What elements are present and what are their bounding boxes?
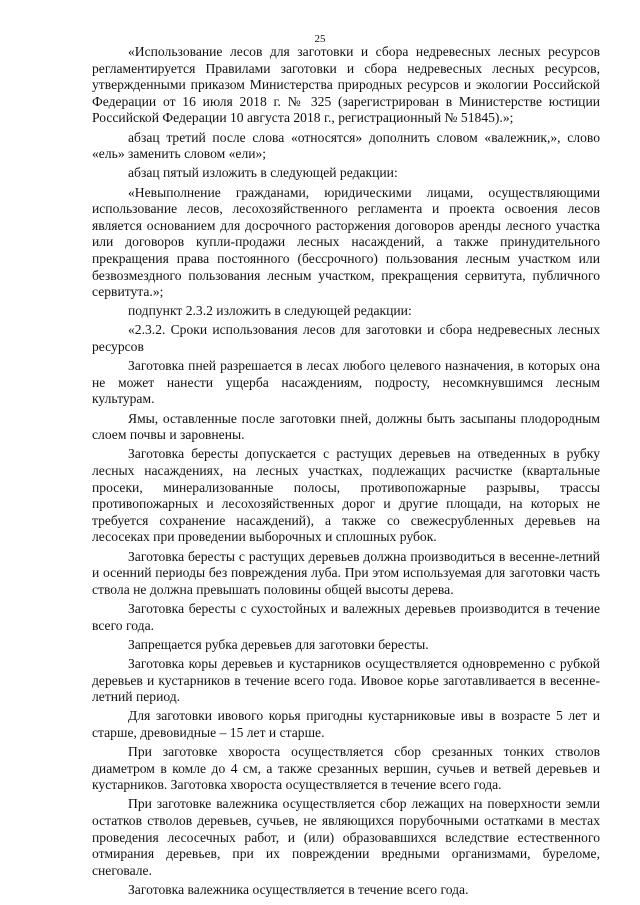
paragraph-13: Заготовка коры деревьев и кустарников осуществляется одновременно с рубкой деревьев и кустарников в течение всего года. Ивовое корье заготавливается в весенне-летний период. <box>92 655 600 705</box>
paragraph-7: Заготовка пней разрешается в лесах любого целевого назначения, в которых она не может нанести ущерба насаждениям, подросту, несомкнувшимся лесным культурам. <box>92 358 600 407</box>
paragraph-6: «2.3.2. Сроки использования лесов для заготовки и сбора недревесных лесных ресурсов <box>92 322 600 355</box>
paragraph-1: «Использование лесов для заготовки и сбора недревесных лесных ресурсов регламентируется Правилами заготовки и сбора недревесных лесных ресурсов, утвержденными приказом Министерства природных ресурсов и экологии Российской Федерации от 16 июля 2018 г. № 325 (зарегистрирован в Министерстве юстиции Российской Федерации 10 августа 2018 г., регистрационный № 51845).»; <box>92 44 600 126</box>
paragraph-17: Заготовка валежника осуществляется в течение всего года. <box>128 882 469 897</box>
paragraph-15: При заготовке хвороста осуществляется сбор срезанных тонких стволов диаметром в комле до 4 см, а также срезанных вершин, сучьев и ветвей деревьев и кустарников. Заготовка хвороста осуществляется в течение всего года. <box>92 744 600 793</box>
paragraph-11: Заготовка бересты с сухостойных и валежных деревьев производится в течение всего года. <box>92 600 600 633</box>
paragraph-9: Заготовка бересты допускается с растущих деревьев на отведенных в рубку лесных насаждениях, на лесных участках, подлежащих расчистке (квартальные просеки, минерализованные полосы, противопожарные разрывы, трассы противопожарных и лесохозяйственных дорог и другие площади, на которых не требуется сохранение насаждений), а также со свежесрубленных деревьев на лесосеках при проведении выборочных и сплошных рубок. <box>92 446 600 545</box>
paragraph-10: Заготовка бересты с растущих деревьев должна производиться в весенне-летний и осенний периоды без повреждения луба. При этом используемая для заготовки часть ствола не должна превышать половины общей высоты дерева. <box>92 548 600 597</box>
paragraph-3: абзац пятый изложить в следующей редакции: <box>128 165 398 181</box>
paragraph-12: Запрещается рубка деревьев для заготовки бересты. <box>128 636 429 652</box>
paragraph-2: абзац третий после слова «относятся» дополнить словом «валежник,», слово «ель» заменить словом «ели»; <box>92 129 600 162</box>
paragraph-5: подпункт 2.3.2 изложить в следующей редакции: <box>128 303 412 319</box>
paragraph-14: Для заготовки ивового корья пригодны кустарниковые ивы в возрасте 5 лет и старше, древовидные – 15 лет и старше. <box>92 708 600 740</box>
document-body <box>92 44 600 901</box>
page-number: 25 <box>314 33 326 45</box>
paragraph-16: При заготовке валежника осуществляется сбор лежащих на поверхности земли остатков стволов деревьев, сучьев, не являющихся порубочными остатками в местах проведения лесосечных работ, и (или) образовавшихся вследствие естественного отмирания деревьев, при их повреждении вредными организмами, буреломе, снеговале. <box>92 796 600 878</box>
paragraph-8: Ямы, оставленные после заготовки пней, должны быть засыпаны плодородным слоем почвы и заровнены. <box>92 410 600 443</box>
paragraph-4: «Невыполнение гражданами, юридическими лицами, осуществляющими использование лесов, лесохозяйственного регламента и проекта освоения лесов является основанием для досрочного расторжения договоров аренды лесного участка или договоров купли-продажи лесных насаждений, а также принудительного прекращения права постоянного (бессрочного) пользования лесным участком или безвозмездного пользования лесным участком, прекращения сервитута, публичного сервитута.»; <box>92 184 600 300</box>
